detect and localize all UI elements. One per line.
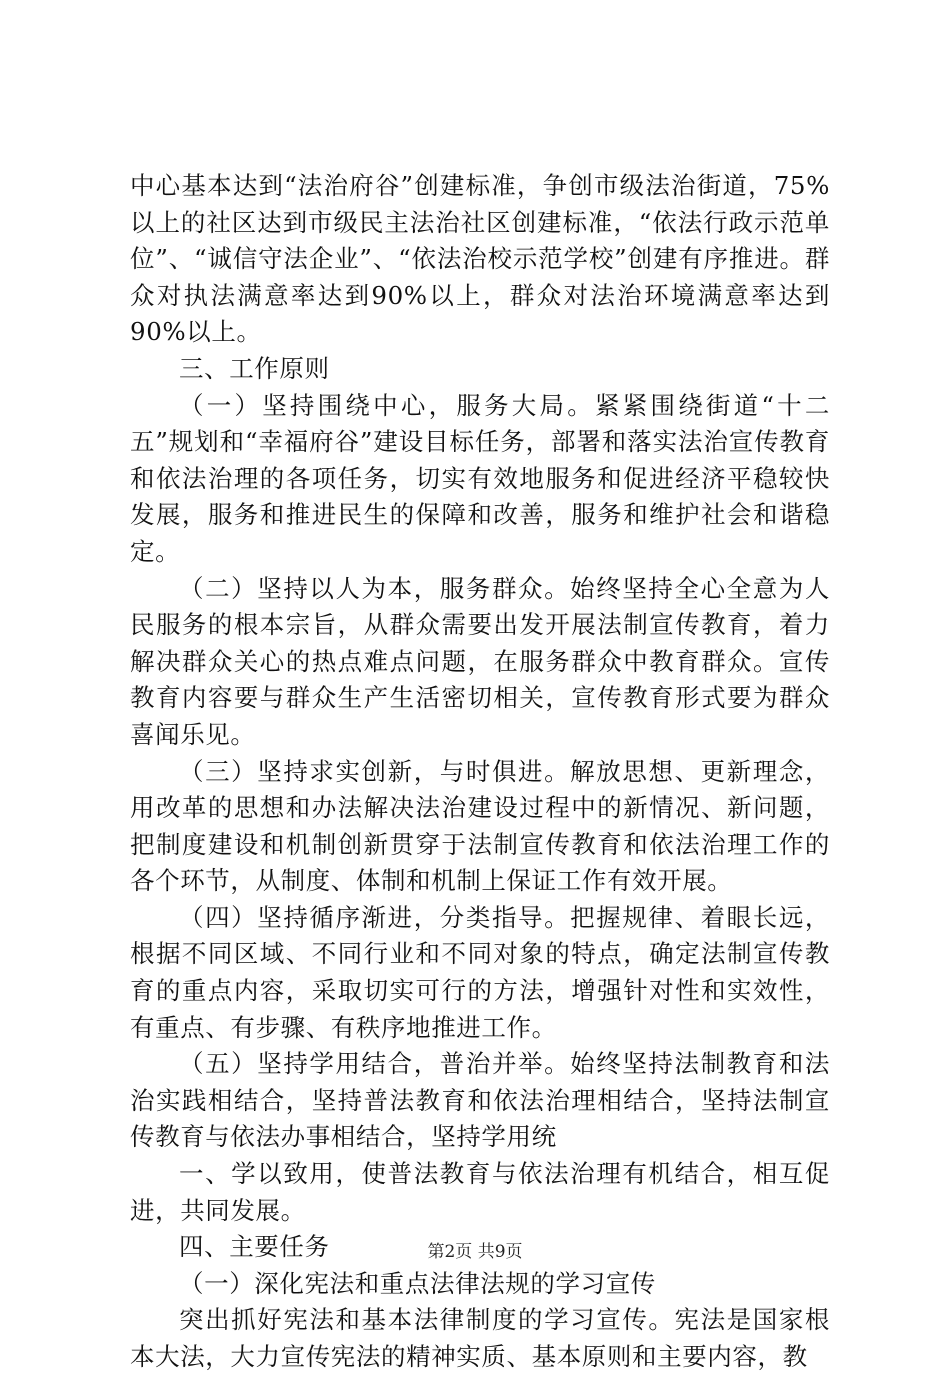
paragraph-principle-4: （四）坚持循序渐进，分类指导。把握规律、着眼长远，根据不同区域、不同行业和不同对象的特点，确定法制宣传教育的重点内容，采取切实可行的方法，增强针对性和实效性，有重点、有步骤、有秩序地推进工作。 xyxy=(130,902,830,1042)
section-heading-main-tasks: 四、主要任务 xyxy=(179,1232,330,1262)
subsection-heading-constitution: （一）深化宪法和重点法律法规的学习宣传 xyxy=(179,1268,656,1298)
paragraph-principle-5-continued: 一、学以致用，使普法教育与依法治理有机结合，相互促进，共同发展。 xyxy=(130,1159,830,1225)
paragraph-principle-5: （五）坚持学用结合，普治并举。始终坚持法制教育和法治实践相结合，坚持普法教育和依法治理相结合，坚持法制宣传教育与依法办事相结合，坚持学用统 xyxy=(130,1049,830,1152)
document-body xyxy=(130,168,830,1376)
paragraph-principle-1: （一）坚持围绕中心，服务大局。紧紧围绕街道“十二五”规划和“幸福府谷”建设目标任务，部署和落实法治宣传教育和依法治理的各项任务，切实有效地服务和促进经济平稳较快发展，服务和推进民生的保障和改善，服务和维护社会和谐稳定。 xyxy=(130,390,830,566)
paragraph-goals-continued: 中心基本达到“法治府谷”创建标准，争创市级法治街道，75%以上的社区达到市级民主法治社区创建标准，“依法行政示范单位”、“诚信守法企业”、“依法治校示范学校”创建有序推进。群众对执法满意率达到90%以上，群众对法治环境满意率达到90%以上。 xyxy=(130,171,830,347)
paragraph-constitution: 突出抓好宪法和基本法律制度的学习宣传。宪法是国家根本大法，大力宣传宪法的精神实质、基本原则和主要内容，教 xyxy=(130,1305,830,1371)
paragraph-principle-2: （二）坚持以人为本，服务群众。始终坚持全心全意为人民服务的根本宗旨，从群众需要出发开展法制宣传教育，着力解决群众关心的热点难点问题，在服务群众中教育群众。宣传教育内容要与群众生产生活密切相关，宣传教育形式要为群众喜闻乐见。 xyxy=(130,573,830,749)
section-heading-principles: 三、工作原则 xyxy=(179,353,330,383)
page-footer: 第2页 共9页 xyxy=(427,1242,523,1262)
paragraph-principle-3: （三）坚持求实创新，与时俱进。解放思想、更新理念，用改革的思想和办法解决法治建设过程中的新情况、新问题，把制度建设和机制创新贯穿于法制宣传教育和依法治理工作的各个环节，从制度、体制和机制上保证工作有效开展。 xyxy=(130,756,830,896)
